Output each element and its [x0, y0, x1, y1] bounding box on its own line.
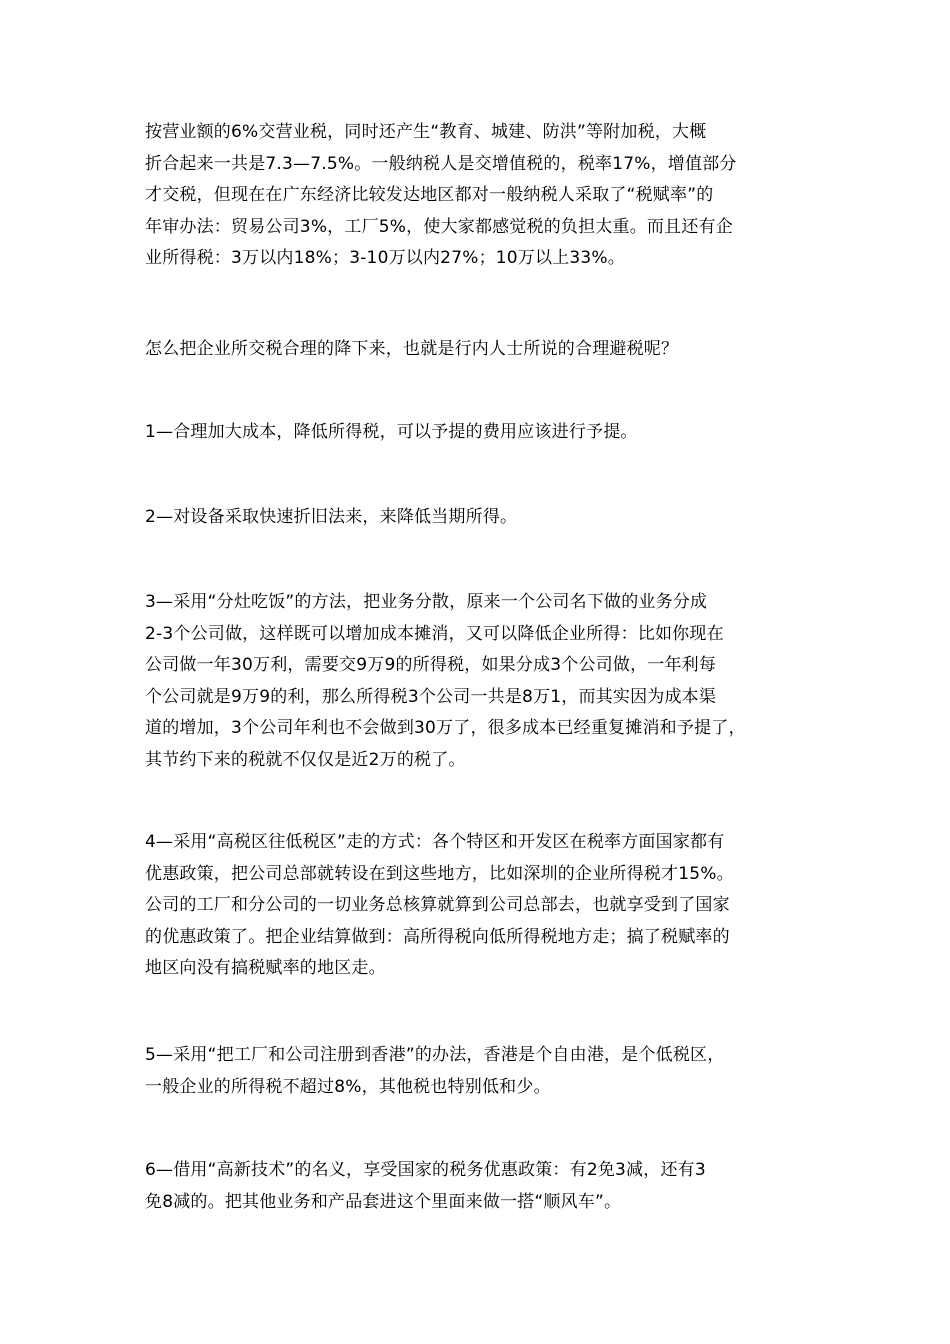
text-line: 个公司就是9万9的利，那么所得税3个公司一共是8万1，而其实因为成本渠: [145, 686, 717, 707]
text-line: 怎么把企业所交税合理的降下来，也就是行内人士所说的合理避税呢？: [145, 339, 679, 359]
text-line: 其节约下来的税就不仅仅是近2万的税了。: [145, 749, 466, 770]
text-line: 业所得税：3万以内18%；3-10万以内27%；10万以上33%。: [145, 248, 625, 268]
text-line: 道的增加，3个公司年利也不会做到30万了，很多成本已经重复摊消和予提了，: [145, 718, 746, 738]
paragraph-item-5: [145, 1040, 825, 1103]
text-line: 5—采用“把工厂和公司注册到香港”的办法，香港是个自由港，是个低税区，: [145, 1045, 725, 1065]
text-line: 4—采用“高税区往低税区”走的方式：各个特区和开发区在税率方面国家都有: [145, 832, 725, 852]
text-line: 年审办法：贸易公司3%，工厂5%，使大家都感觉税的负担太重。而且还有企: [145, 216, 733, 237]
paragraph-item-4: [145, 827, 825, 985]
text-line: 地区向没有搞税赋率的地区走。: [145, 958, 386, 978]
text-line: 一般企业的所得税不超过8%，其他税也特别低和少。: [145, 1076, 551, 1097]
text-line: 公司做一年30万利，需要交9万9的所得税，如果分成3个公司做，一年利每: [145, 655, 717, 675]
text-line: 折合起来一共是7.3—7.5%。一般纳税人是交增值税的，税率17%，增值部分: [145, 153, 737, 174]
text-line: 优惠政策，把公司总部就转设在到这些地方，比如深圳的企业所得税才15%。: [145, 863, 734, 884]
paragraph-tax-overview: [145, 117, 825, 275]
paragraph-item-6: [145, 1155, 825, 1218]
text-line: 2-3个公司做，这样既可以增加成本摊消，又可以降低企业所得：比如你现在: [145, 623, 724, 644]
text-line: 3—采用“分灶吃饭”的方法，把业务分散，原来一个公司名下做的业务分成: [145, 592, 708, 612]
text-line: 才交税，但现在在广东经济比较发达地区都对一般纳税人采取了“税赋率”的: [145, 185, 714, 205]
text-line: 按营业额的6%交营业税，同时还产生“教育、城建、防洪”等附加税，大概: [145, 122, 707, 142]
text-line: 1—合理加大成本，降低所得税，可以予提的费用应该进行予提。: [145, 422, 638, 442]
paragraph-item-3: [145, 587, 825, 776]
text-line: 6—借用“高新技术”的名义，享受国家的税务优惠政策：有2免3减，还有3: [145, 1160, 706, 1180]
text-line: 的优惠政策了。把企业结算做到：高所得税向低所得税地方走；搞了税赋率的: [145, 926, 730, 947]
paragraph-item-2: [145, 502, 825, 534]
paragraph-item-1: [145, 417, 825, 449]
text-line: 公司的工厂和分公司的一切业务总核算就算到公司总部去，也就享受到了国家: [145, 895, 730, 915]
text-line: 免8减的。把其他业务和产品套进这个里面来做一搭“顺风车”。: [145, 1191, 622, 1212]
text-line: 2—对设备采取快速折旧法来，来降低当期所得。: [145, 507, 518, 527]
paragraph-question: [145, 334, 825, 366]
